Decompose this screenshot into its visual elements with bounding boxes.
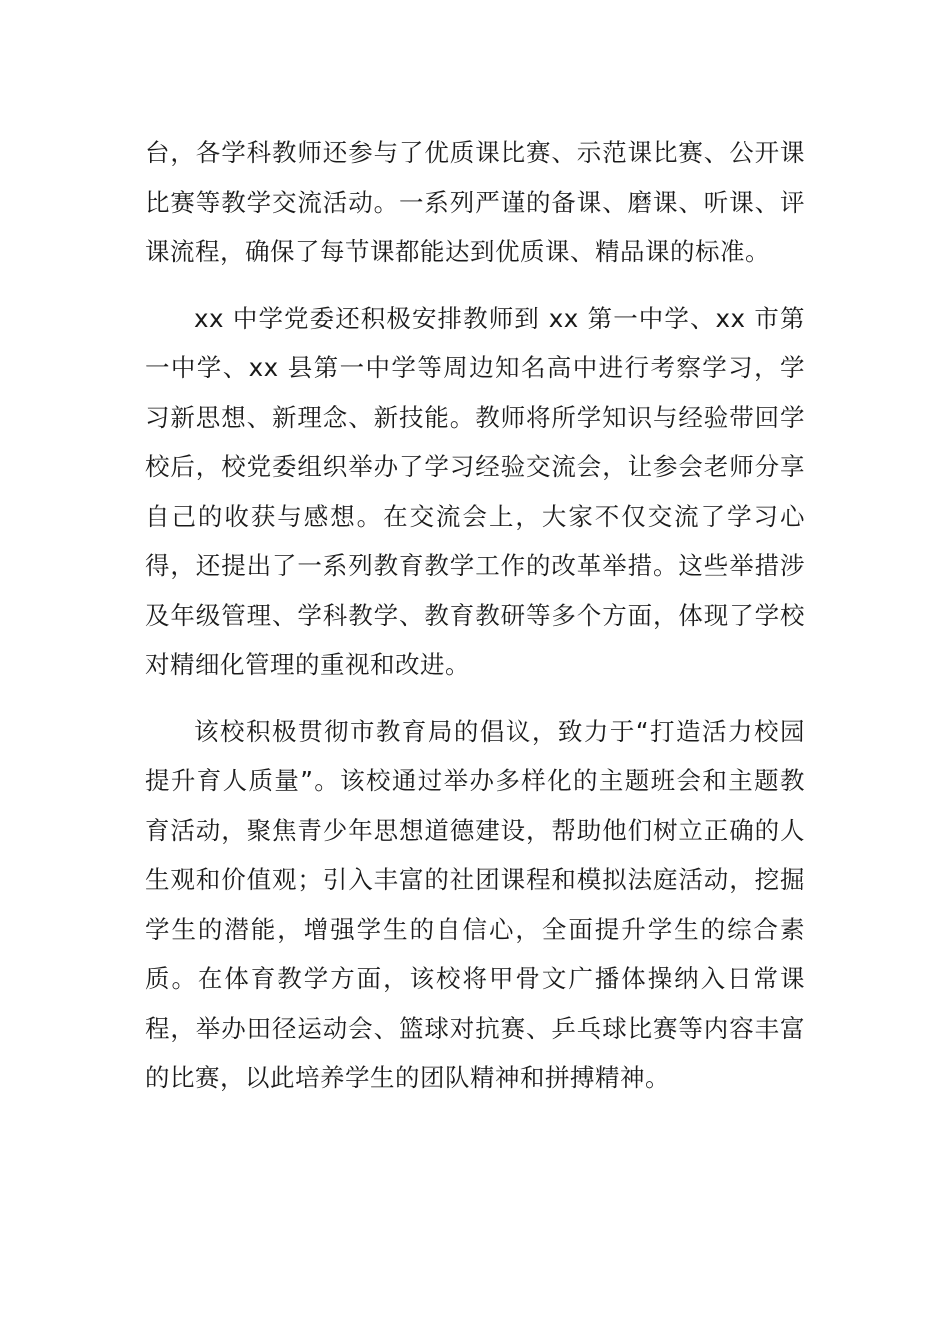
document-body [145,128,805,1120]
paragraph-teacher-study-visits: xx 中学党委还积极安排教师到 xx 第一中学、xx 市第一中学、xx 县第一中学等周边知名高中进行考察学习，学习新思想、新理念、新技能。教师将所学知识与经验带回学校后，校党委组织举办了学习经验交流会，让参会老师分享自己的收获与感想。在交流会上，大家不仅交流了学习心得，还提出了一系列教育教学工作的改革举措。这些举措涉及年级管理、学科教学、教育教研等多个方面，体现了学校对精细化管理的重视和改进。 [145,303,805,679]
paragraph-vibrant-campus: 该校积极贯彻市教育局的倡议，致力于“打造活力校园提升育人质量”。该校通过举办多样化的主题班会和主题教育活动，聚焦青少年思想道德建设，帮助他们树立正确的人生观和价值观；引入丰富的社团课程和模拟法庭活动，挖掘学生的潜能，增强学生的自信心，全面提升学生的综合素质。在体育教学方面，该校将甲骨文广播体操纳入日常课程，举办田径运动会、篮球对抗赛、乒乓球比赛等内容丰富的比赛，以此培养学生的团队精神和拼搏精神。 [145,716,805,1092]
paragraph-continuation: 台，各学科教师还参与了优质课比赛、示范课比赛、公开课比赛等教学交流活动。一系列严谨的备课、磨课、听课、评课流程，确保了每节课都能达到优质课、精品课的标准。 [145,138,805,266]
